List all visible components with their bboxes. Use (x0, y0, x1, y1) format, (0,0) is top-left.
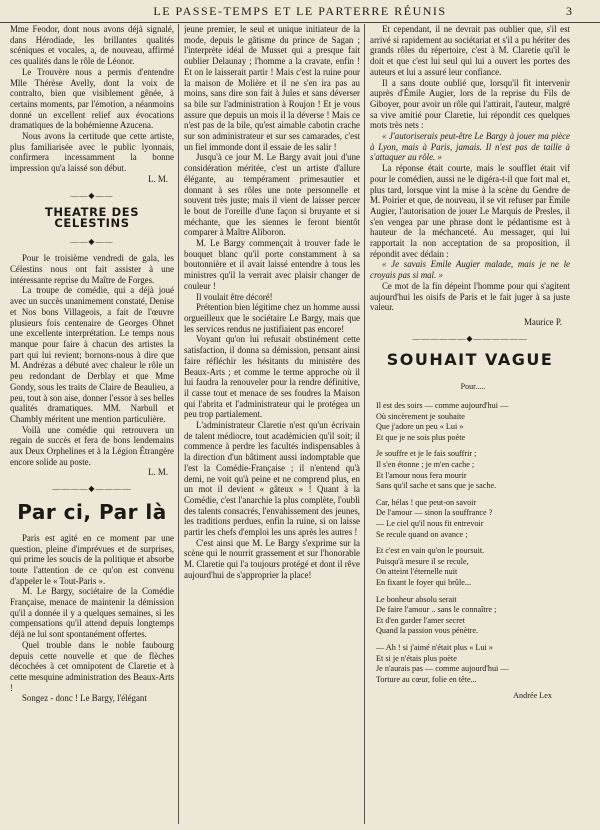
paragraph: L'administrateur Claretie n'est qu'un écrivain de talent médiocre, tout académicien qu'il soit; il commence à perdre les facultés indispensables à la direction d'un bâtiment aussi indomptable que l'est la Comédie-Française ; il n'entend qu'à demi, ne voit qu'à peine et ne comprend plus, en un mot il devient « gâteux » ! Quant à la Comédie, c'est l'anarchie la plus complète, l'oubli des talents consacrés, l'envahissement des jeunes, les traditions perdues, enfin la ruine, si on laisse partir les chefs d'emploi les uns après les autres ! (184, 420, 360, 538)
poem-line: Et si je n'étais plus poète (376, 653, 457, 663)
paragraph: Il a sans doute oublié que, lorsqu'il fit intervenir auprès d'Émile Augier, lors de la reprise du Fils de Giboyer, pour avoir un rôle qui l'attirait, l'auteur, malgré sa vive amitié pour Claretie, lui répondit ces quelques mots très nets : (370, 77, 570, 131)
poem-line: Puisqu'à mesure il se recule, (376, 556, 469, 566)
column-rule (178, 24, 179, 824)
poem-line: Où sincèrement je souhaite (376, 411, 465, 421)
paragraph: Nous avons la certitude que cette artiste, plus familiarisée avec le public lyonnais, confirmera incessamment la bonne impression qu'a laissé son début. (10, 131, 174, 174)
column-3 (370, 24, 570, 826)
column-2 (184, 24, 360, 826)
poem-line: On atteint l'éternelle nuit (376, 567, 458, 577)
poem-line: Se recule quand on avance ; (376, 529, 468, 539)
paragraph: Voyant qu'on lui refusait obstinément cette satisfaction, il donna sa démission, pensant ainsi faire réfléchir les hésitants du ministère des Beaux-Arts ; et comme le terme approche où il lui faudra la renouveler pour la rendre définitive, il casse tout et menace de ses foudres la Maison qui l'abrita et l'administrateur qui le protégea un peu trop partialement. (184, 334, 360, 420)
poem-line: Le bonheur absolu serait (376, 594, 457, 604)
section-heading: THEATRE DES CELESTINS (44, 205, 140, 230)
paragraph: La réponse était courte, mais le soufflet était vif pour le comédien, aussi ne le digéra-t-il que fort mal et, plus tard, lorsque vint la mise à la scène du Gendre de M. Poirier et que, de nouveau, il se vit refuser par Emile Augier, l'autorisation de jouer Le Marquis de Presles, il s'en vengea par une phrase dont le pédantisme est à hauteur de la méchanceté. Au messager, qui lui rapportait la non acceptation de sa proposition, il répondit avec dédain : (370, 163, 570, 259)
signature: L. M. (148, 467, 168, 478)
poem-line: Et que je ne sois plus poète (376, 432, 466, 442)
poem-epigraph: Pour..... (460, 382, 486, 392)
poem-lines (376, 401, 570, 685)
poem-line: Sans qu'il sache et sans que je sache. (376, 481, 497, 491)
paragraph: Songez - donc ! Le Bargy, l'élégant (22, 693, 147, 704)
column-1 (10, 24, 174, 826)
paragraph: Le Trouvère nous a permis d'entendre Mlle Thérèse Avelly, dont la voix de contralto, bien que visiblement gênée, à certains moments, par l'émotion, a néanmoins donné un excellent relief aux évocations dramatiques de la bohémienne Azucena. (10, 66, 174, 131)
poem-author: Andrée Lex (513, 691, 552, 701)
poem-title: SOUHAIT VAGUE (386, 350, 554, 370)
poem-line: Il est des soirs — comme aujourd'hui — (376, 401, 509, 411)
poem-line: Torture au cœur, folie en tête... (376, 674, 477, 684)
poem-line: De l'amour — sinon la souffrance ? (376, 508, 493, 518)
paragraph: Voilà une comédie qui retrouvera un regain de succès et fera de bons lendemains aux Deux Orphelines et à la Légion Étrangère encore solide au poste. (10, 424, 174, 467)
quote: « J'autoriserais peut-être Le Bargy à jouer ma pièce à Lyon, mais à Paris, jamais. Il n'est pas de taille à s'attaquer au rôle. » (370, 131, 570, 163)
poem-line: Je souffre et je le fais souffrir ; (376, 449, 477, 459)
page-header (0, 0, 600, 23)
poem-line: Que j'adore un peu « Lui » (376, 422, 464, 432)
poem-line: Je n'aurais pas — comme aujourd'hui — (376, 664, 509, 674)
poem-line: Et l'amour nous fera mourir (376, 470, 467, 480)
poem-line: — Ah ! si j'aimé n'était plus « Lui » (376, 642, 493, 652)
paragraph: C'est ainsi que M. Le Bargy s'exprime sur la scène qui le nourrit grassement et sur l'honorable M. Claretie qui l'a toujours protégé et dont il rêve aujourd'hui de s'approprier la place! (184, 537, 360, 580)
ornament-divider: ——————◆—————— (412, 333, 528, 343)
poem-line: — Le ciel qu'il nous fit entrevoir (376, 519, 484, 529)
paragraph: Il voulait être décoré! (196, 291, 273, 302)
paragraph: Ce mot de la fin dépeint l'homme pour qui s'agitent aujourd'hui les oisifs de Paris et le fait juger à sa juste valeur. (370, 280, 570, 313)
ornament-divider: ————◆———— (52, 484, 132, 494)
paragraph: Jusqu'à ce jour M. Le Bargy avait joui d'une considération méritée, c'est un artiste d'allure élégante, au tempérament primesautier et donnant à ses rôles une note personnelle et souvent très juste; mais il vient de laisser percer le bout de l'oreille d'une façon si bruyante et si méchante, que les siennes le feront bientôt comparer à Maître Aliboron. (184, 152, 360, 238)
paragraph: Et cependant, il ne devrait pas oublier que, s'il est arrivé si rapidement au sociétariat et s'il a pu hériter des grands rôles du répertoire, c'est à M. Claretie qu'il le doit et que c'est lui seul qui lui a ouvert les portes des auteurs et lui a assuré leur confiance. (370, 24, 570, 77)
poem-line: Il s'en étonne ; je m'en cache ; (376, 460, 475, 470)
poem-line: De faire l'amour .. sans le connaître ; (376, 605, 497, 615)
quote: « Je savais Emile Augier malade, mais je ne le croyais pas si mal. » (370, 259, 570, 281)
signature: L. M. (148, 173, 168, 184)
paragraph: Prétention bien légitime chez un homme aussi orgueilleux que le sociétaire Le Bargy, mais que les services rendus ne justifiaient pas encore! (184, 302, 360, 334)
poem-line: Et d'en garder l'amer secret (376, 615, 465, 625)
poem-line: En fixant le foyer qui brûle... (376, 578, 472, 587)
newspaper-title: LE PASSE-TEMPS ET LE PARTERRE RÉUNIS (153, 4, 447, 18)
section-heading: Par ci, Par là (17, 499, 167, 524)
poem-line: Et c'est en vain qu'on le poursuit. (376, 546, 485, 556)
ornament-divider: ——◆—— (70, 190, 114, 200)
paragraph: Quel trouble dans le noble faubourg depuis cette nouvelle et que de flèches décochées à cet omnipotent de Claretie et à cette mesquine administration des Beaux-Arts ! (10, 639, 174, 693)
paragraph: Paris est agité en ce moment par une question, pleine d'imprévues et de surprises, qui prime les soucis de la politique et absorbe toute l'attention de ce qu'on est convenu d'appeler le « Tout-Paris ». (10, 532, 174, 586)
page-number: 3 (566, 4, 572, 18)
paragraph: jeune premier, le seul et unique initiateur de la mode, depuis le gâtisme du prince de Sagan ; l'interprète idéal de Musset qui a presque fait oublier Delaunay ; l'homme a la cravate, enfin ! Et on le laisserait partir ! Mais c'est la ruine pour la maison de Molière et il ne s'en ira pas au moins, sans dire son fait à Jules et sans déverser sa bile sur l'administration à Roujon ! Et je vous assure que depuis un mois il la déverse ! Mais ce n'est pas de la bile, qu'est aimable cabotin crache sur son administrateur et sur ses camarades, c'est un fiel immonde dont il essaie de les salir ! (184, 24, 360, 152)
paragraph: Mme Feodor, dont nous avons déjà signalé, dans Hérodiade, les brillantes qualités scéniques et vocales, a, de nouveau, affirmé ces qualités dans le rôle de Léonor. (10, 24, 174, 67)
ornament-divider: ——◆—— (70, 236, 114, 246)
column-rule (364, 24, 365, 824)
poem-line: Car, hélas ! que peut-on savoir (376, 497, 477, 507)
poem-line: Quand la passion vous pénètre. (376, 626, 479, 636)
poem (376, 382, 570, 702)
paragraph: M. Le Bargy commençait à trouver fade le bouquet blanc qu'il porte constamment à sa boutonnière et il avait laissé entendre à tous les ministres qu'il la verrait avec plaisir changer de couleur ! (184, 238, 360, 291)
signature: Maurice P. (524, 316, 562, 327)
paragraph: La troupe de comédie, qui a déjà joué avec un succès unanimement constaté, Denise et Nos bons Villageois, a fait de l'œuvre plusieurs fois centenaire de Georges Ohnet une excellente interprétation. Le temps nous manque pour faire à chacun des artistes la part qui lui revient; bornons-nous à dire que M. Andrézas a débuté avec chaleur le rôle un peu redondant de Derblay et que Mme Gondy, sous les traits de Claire de Beaulieu, a peu, tout à son aise, donner l'essor à ses belles qualités dramatiques. MM. Narbull et Chambly méritent une mention particulière. (10, 285, 174, 424)
paragraph: Pour le troisième vendredi de gala, les Célestins nous ont fait assister à une intéressante reprise du Maître de Forges. (10, 253, 174, 285)
paragraph: M. Le Bargy, sociétaire de la Comédie Française, menace de maintenir la démission qu'il a donnée il y a quelques semaines, si les compensations qu'il attend depuis longtemps déjà ne lui sont spontanément offertes. (10, 586, 174, 640)
